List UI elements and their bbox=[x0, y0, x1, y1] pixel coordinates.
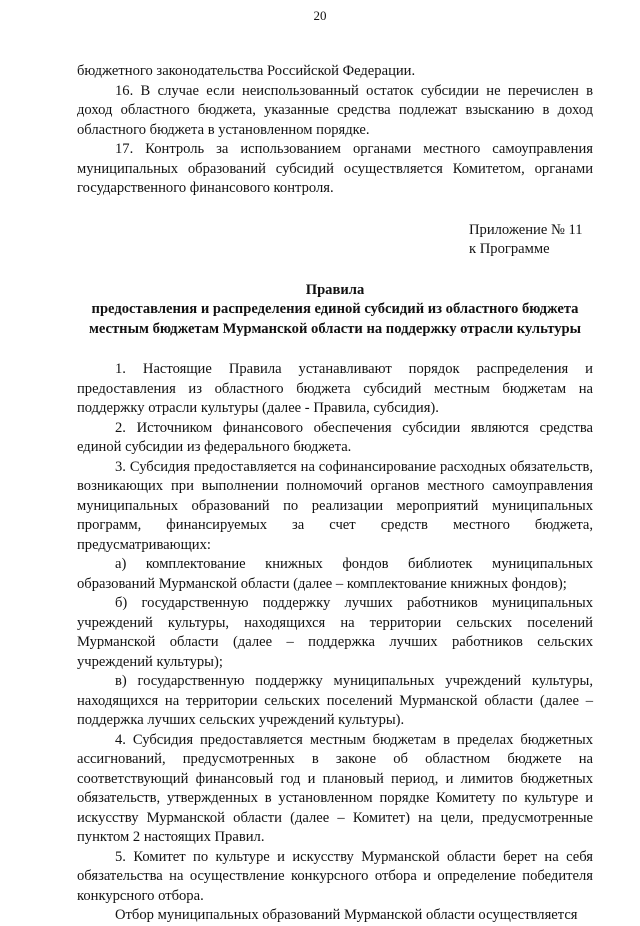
intro-paragraph-0: бюджетного законодательства Российской Федерации. bbox=[77, 63, 416, 79]
rule-paragraph-2: 2. Источником финансового обеспечения субсидии являются средства единой субсидии из федерального бюджета. bbox=[77, 419, 593, 455]
rules-heading: Правила bbox=[305, 281, 365, 298]
rule-paragraph-4: 4. Субсидия предоставляется местным бюджетам в пределах бюджетных ассигнований, предусмотренных в законе об областном бюджете на соответствующий финансовый год и плановый период, и лимитов бюджетных обязательств, утвержденных в установленном порядке Комитету по культуре и искусству Мурманской области (далее – Комитет) на цели, предусмотренные пунктом 2 настоящих Правил. bbox=[77, 731, 593, 845]
appendix-number: Приложение № 11 bbox=[469, 221, 583, 238]
intro-paragraph-16: 16. В случае если неиспользованный остаток субсидии не перечислен в доход областного бюджета, указанные средства подлежат взысканию в доход областного бюджета в установленном порядке. bbox=[77, 82, 593, 138]
rule-paragraph-5: 5. Комитет по культуре и искусству Мурманской области берет на себя обязательства на осуществление конкурсного отбора и определение победителя конкурсного отбора. bbox=[77, 848, 593, 904]
rules-subtitle: предоставления и распределения единой субсидий из областного бюджета местным бюджетам Мурманской области на поддержку отрасли культуры bbox=[88, 301, 582, 337]
page-number: 20 bbox=[313, 8, 327, 23]
rule-paragraph-1: 1. Настоящие Правила устанавливают порядок распределения и предоставления из областного бюджета субсидий местным бюджетам на поддержку отрасли культуры (далее - Правила, субсидия). bbox=[77, 361, 593, 416]
rule-paragraph-3: 3. Субсидия предоставляется на софинансирование расходных обязательств, возникающих при выполнении полномочий органов местного самоуправления муниципальных образований по реализации мероприятий муниципальных программ, финансируемых за счет средств местного бюджета, предусматривающих: bbox=[77, 458, 593, 553]
document-body bbox=[77, 62, 593, 926]
appendix-reference bbox=[469, 221, 593, 259]
rule-subitem-b: б) государственную поддержку лучших работников муниципальных учреждений культуры, находящихся на территории сельских поселений Мурманской области (далее – поддержка лучших работников сельских учреждений культуры); bbox=[77, 595, 593, 670]
rules-title-block bbox=[77, 281, 593, 340]
rule-subitem-a: а) комплектование книжных фондов библиотек муниципальных образований Мурманской области (далее – комплектование книжных фондов); bbox=[77, 556, 593, 592]
rule-paragraph-selection: Отбор муниципальных образований Мурманской области осуществляется bbox=[115, 907, 578, 923]
intro-paragraph-17: 17. Контроль за использованием органами местного самоуправления муниципальных образований субсидий осуществляется Комитетом, органами государственного финансового контроля. bbox=[77, 141, 593, 196]
rules-list bbox=[77, 360, 593, 926]
rule-subitem-c: в) государственную поддержку муниципальных учреждений культуры, находящихся на территории сельских поселений Мурманской области (далее – поддержка лучших сельских учреждений культуры). bbox=[77, 673, 593, 728]
appendix-target: к Программе bbox=[469, 240, 550, 257]
